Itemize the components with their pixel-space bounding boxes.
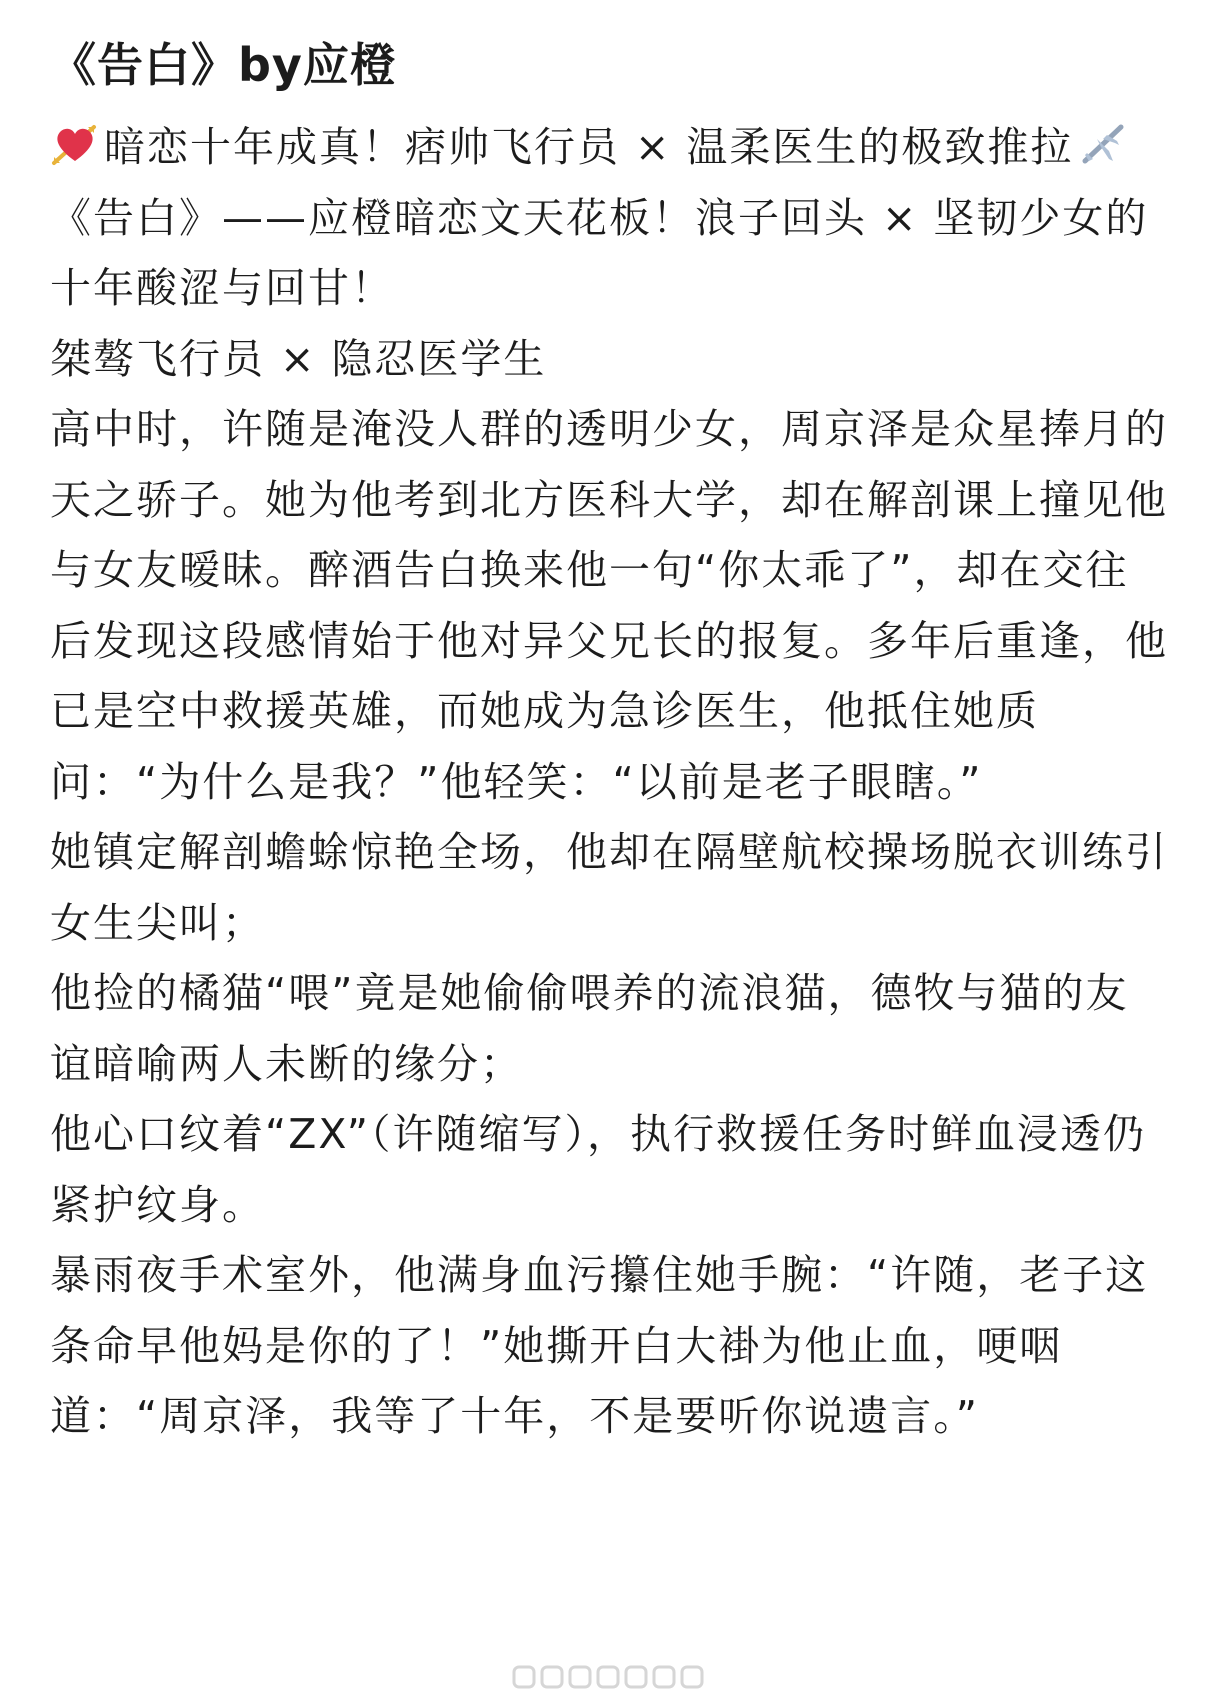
paragraph-4: 她镇定解剖蟾蜍惊艳全场，他却在隔壁航校操场脱衣训练引女生尖叫； [50, 828, 1168, 947]
intro-text: 暗恋十年成真！痞帅飞行员 × 温柔医生的极致推拉 [104, 123, 1074, 171]
post-content [50, 22, 1170, 1452]
paragraph-6: 他心口纹着“ZX”（许随缩写），执行救援任务时鲜血浸透仍紧护纹身。 [50, 1110, 1146, 1229]
post-body [50, 112, 1170, 1452]
paragraph-1: 《告白》——应橙暗恋文天花板！浪子回头 × 坚韧少女的十年酸涩与回甘！ [50, 193, 1149, 312]
post-title: 《告白》by应橙 [50, 38, 397, 92]
paragraph-5: 他捡的橘猫“喂”竟是她偷偷喂养的流浪猫，德牧与猫的友谊暗喻两人未断的缘分； [50, 969, 1129, 1088]
heart-with-arrow-icon [50, 121, 100, 167]
paragraph-2: 桀骜飞行员 × 隐忍医学生 [50, 334, 547, 383]
paragraph-3: 高中时，许随是淹没人群的透明少女，周京泽是众星捧月的天之骄子。她为他考到北方医科大学，却在解剖课上撞见他与女友暧昧。醉酒告白换来他一句“你太乖了”，却在交往后发现这段感情始于他对异父兄长的报复。多年后重逢，他已是空中救援英雄，而她成为急诊医生，他抵住她质问：“为什么是我？”他轻笑：“以前是老子眼瞎。” [50, 405, 1168, 806]
airplane-icon [1079, 121, 1127, 167]
paragraph-7: 暴雨夜手术室外，他满身血污攥住她手腕：“许随，老子这条命早他妈是你的了！”她撕开白大褂为他止血，哽咽道：“周京泽，我等了十年，不是要听你说遗言。” [50, 1251, 1149, 1440]
watermark-logo [510, 1663, 710, 1691]
intro-paragraph [50, 112, 1170, 183]
